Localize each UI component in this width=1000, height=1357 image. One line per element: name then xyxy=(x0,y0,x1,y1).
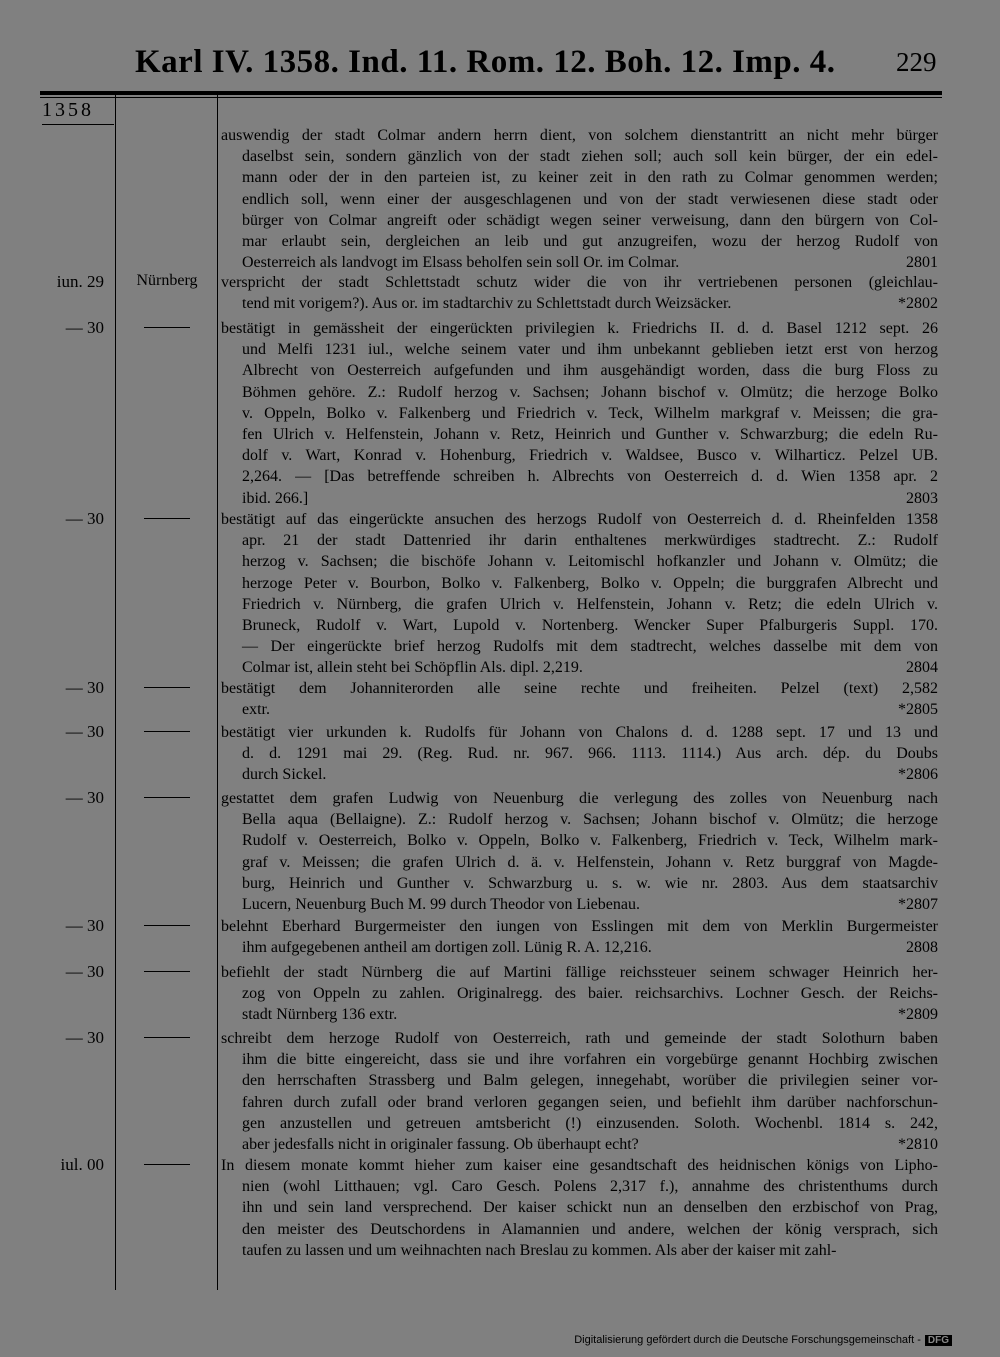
entry-date: iul. 00 xyxy=(60,1155,104,1174)
entry-date: — 30 xyxy=(65,916,104,935)
text-line xyxy=(221,573,938,594)
text-line-content: 2,264. — [Das betreffende schreiben h. Albrechts von Oesterreich d. d. Wien 1358 apr. 2 xyxy=(242,468,938,486)
entry-place xyxy=(118,788,216,806)
entry-text xyxy=(221,1028,938,1155)
entry-text xyxy=(221,1155,938,1261)
text-line-content: bestätigt in gemässheit der eingerückten privilegien k. Friedrichs II. d. d. Basel 1212 sept. 26 xyxy=(221,320,938,337)
entry-text xyxy=(221,916,938,958)
entry-date: — 30 xyxy=(65,788,104,807)
text-line-content: Rudolf v. Oesterreich, Bolko v. Oppeln, Bolko v. Falkenberg, Friedrich v. Teck, Wilhelm mark- xyxy=(242,832,938,850)
text-line-content: apr. 21 der stadt Dattenried ihr darin enthaltenes merkwürdiges stadtrecht. Z.: Rudolf xyxy=(242,532,938,550)
text-line-content: stadt Nürnberg 136 extr. xyxy=(242,1006,398,1024)
regest-number: *2807 xyxy=(898,896,938,914)
text-line-content: herzog v. Sachsen; die bischöfe Johann v. Leitomischl hofkanzler und Johann v. Olmütz; die xyxy=(242,553,938,571)
text-line xyxy=(221,509,938,530)
text-line-content: verspricht der stadt Schlettstadt schutz wider die von ihr vertriebenen personen (gleichlau- xyxy=(221,274,938,291)
text-line-content: befiehlt der stadt Nürnberg die auf Martini fällige reichssteuer seinem schwager Heinrich her- xyxy=(221,964,938,981)
text-line xyxy=(221,1028,938,1049)
text-line-content: auswendig der stadt Colmar andern herrn dient, von solchem dienstantritt an nicht mehr bürger xyxy=(221,127,938,144)
ditto-dash xyxy=(144,518,190,519)
text-line xyxy=(221,1070,938,1091)
text-line-content: Lucern, Neuenburg Buch M. 99 durch Theodor von Liebenau. xyxy=(242,896,640,914)
text-line xyxy=(221,615,938,636)
regest-number: *2809 xyxy=(898,1006,938,1024)
text-line-content: tend mit vorigem?). Aus or. im stadtarchiv zu Schlettstadt durch Weizsäcker. xyxy=(242,295,732,313)
text-line-content: ihm aufgegebenen antheil am dortigen zoll. Lünig R. A. 12,216. xyxy=(242,939,652,957)
text-line xyxy=(221,594,938,615)
text-line xyxy=(221,445,938,466)
regest-number: 2804 xyxy=(906,659,938,677)
footer-text: Digitalisierung gefördert durch die Deutsche Forschungsgemeinschaft - xyxy=(574,1334,921,1346)
entry-place xyxy=(118,1155,216,1173)
ditto-dash xyxy=(144,925,190,926)
text-line xyxy=(221,852,938,873)
text-line xyxy=(221,916,938,937)
text-line-content: belehnt Eberhard Burgermeister den iungen von Esslingen mit dem von Merklin Burgermeister xyxy=(221,918,938,935)
text-line-content: dolf v. Wart, Konrad v. Hohenburg, Friedrich v. Waldsee, Busco v. Wilharticz. Pelzel UB. xyxy=(242,447,938,465)
text-line-content: Friedrich v. Nürnberg, die grafen Ulrich v. Helfenstein, Johann v. Retz; die edeln Ulrich v. xyxy=(242,595,938,613)
text-line-content: gen anzustellen und getreuen amtsbericht (!) einzusenden. Soloth. Wochenbl. 1814 s. 242, xyxy=(242,1114,938,1132)
entry-text xyxy=(221,678,938,720)
entry-date: iun. 29 xyxy=(56,272,104,291)
text-line xyxy=(221,743,938,764)
text-line xyxy=(221,403,938,424)
text-line xyxy=(221,252,938,273)
ditto-dash xyxy=(144,731,190,732)
regest-number: *2810 xyxy=(898,1136,938,1154)
regest-number: *2802 xyxy=(898,295,938,313)
header-rule-thin xyxy=(40,97,942,98)
ditto-dash xyxy=(144,971,190,972)
entry-place xyxy=(118,722,216,740)
text-line-content: ibid. 266.] xyxy=(242,489,309,507)
text-line xyxy=(221,424,938,445)
text-line-content: fahren durch zufall oder brand verloren gegangen seien, und befiehlt ihm darüber nachforschun- xyxy=(242,1093,938,1111)
entry-place: Nürnberg xyxy=(136,272,198,289)
text-line xyxy=(221,937,938,958)
entry-date: — 30 xyxy=(65,318,104,337)
text-line-content: mann oder der in den parteien ist, zu keiner zeit in den rath zu Colmar genommen werden; xyxy=(242,169,938,187)
text-line xyxy=(221,1049,938,1070)
regest-number: 2801 xyxy=(906,254,938,272)
entry-date: — 30 xyxy=(65,962,104,981)
text-line-content: und Melfi 1231 iul., welche seinem vater und ihm unbekannt geblieben ietzt erst von herzog xyxy=(242,341,938,359)
text-line xyxy=(221,1219,938,1240)
ditto-dash xyxy=(144,797,190,798)
page-header xyxy=(0,44,1000,90)
text-line xyxy=(221,962,938,983)
entry-place xyxy=(118,509,216,527)
text-line-content: zog von Oppeln zu zahlen. Originalregg. des baier. reichsarchivs. Lochner Gesch. der Reichs- xyxy=(242,985,938,1003)
text-line-content: burg, Heinrich und Gunther v. Schwarzburg u. s. w. wie nr. 2803. Aus dem staatsarchiv xyxy=(242,874,938,892)
text-line-content: extr. xyxy=(242,701,270,719)
entry-text xyxy=(221,509,938,679)
text-line-content: Oesterreich als landvogt im Elsass beholfen sein soll Or. im Colmar. xyxy=(242,254,680,272)
text-line xyxy=(221,983,938,1004)
ditto-dash xyxy=(144,687,190,688)
text-line xyxy=(221,1197,938,1218)
text-line-content: Colmar ist, allein steht bei Schöpflin Als. dipl. 2,219. xyxy=(242,659,583,677)
text-line xyxy=(221,1155,938,1176)
text-line-content: herzoge Peter v. Bourbon, Bolko v. Falkenberg, Bolko v. Oppeln; die burggrafen Albrecht und xyxy=(242,574,938,592)
entry-date: — 30 xyxy=(65,509,104,528)
text-line xyxy=(221,1092,938,1113)
text-line xyxy=(221,382,938,403)
text-line xyxy=(221,1134,938,1155)
entry-date: — 30 xyxy=(65,678,104,697)
column-divider-date xyxy=(115,95,116,1290)
text-line-content: mar erlaubt sein, dergleichen an leib und gut anzugreifen, wozu der herzog Rudolf von xyxy=(242,233,938,251)
text-line-content: graf v. Meissen; die grafen Ulrich d. ä. v. Helfenstein, Johann v. Retz burggraf von Magde- xyxy=(242,853,938,871)
text-line-content: Albrecht von Oesterreich aufgefunden und ihm ausgehändigt worden, dass die burg Floss zu xyxy=(242,362,938,380)
text-line-content: den herrschaften Strassberg und Balm gelegen, innegehabt, worüber die privilegien seiner vor- xyxy=(242,1072,938,1090)
text-line-content: bürger von Colmar angreift oder schädigt wegen seiner verweisung, dann den bürgern von Col- xyxy=(242,211,938,229)
text-line xyxy=(221,788,938,809)
entry-text xyxy=(221,962,938,1026)
text-line xyxy=(221,551,938,572)
text-line-content: durch Sickel. xyxy=(242,766,327,784)
entry-date: — 30 xyxy=(65,1028,104,1047)
header-rule xyxy=(40,91,942,95)
text-line-content: fen Ulrich v. Helfenstein, Johann v. Retz, Heinrich und Gunther v. Schwarzburg; die edeln Ru- xyxy=(242,426,938,444)
text-line xyxy=(221,1240,938,1261)
text-line-content: ihn und sein land versprechend. Der kaiser schickt nun an denselben den erzbischof von Prag, xyxy=(242,1199,938,1217)
text-line xyxy=(221,657,938,678)
text-line-content: v. Oppeln, Bolko v. Falkenberg und Friedrich v. Teck, Wilhelm markgraf v. Meissen; die gra- xyxy=(242,404,938,422)
ditto-dash xyxy=(144,1037,190,1038)
entry-place xyxy=(118,1028,216,1046)
ditto-dash xyxy=(144,327,190,328)
entry-text xyxy=(221,125,938,273)
text-line-content: schreibt dem herzoge Rudolf von Oesterreich, rath und gemeinde der stadt Solothurn baben xyxy=(221,1030,938,1047)
text-line xyxy=(221,466,938,487)
ditto-dash xyxy=(144,1164,190,1165)
entry-place xyxy=(118,962,216,980)
text-line xyxy=(221,809,938,830)
text-line xyxy=(221,1113,938,1134)
regest-number: *2806 xyxy=(898,766,938,784)
text-line xyxy=(221,318,938,339)
text-line xyxy=(221,722,938,743)
text-line-content: den meister des Deutschordens in Alamannien und andere, welchen der könig versprach, sich xyxy=(242,1220,938,1238)
column-divider-place xyxy=(217,95,218,1290)
text-line xyxy=(221,125,938,146)
text-line-content: Böhmen gehöre. Z.: Rudolf herzog v. Sachsen; Johann bischof v. Olmütz; die herzoge Bolko xyxy=(242,383,938,401)
text-line-content: — Der eingerückte brief herzog Rudolfs mit dem stadtrecht, welches dasselbe mit dem von xyxy=(242,638,938,656)
entry-text xyxy=(221,318,938,509)
text-line xyxy=(221,146,938,167)
page-number: 229 xyxy=(896,47,937,77)
text-line xyxy=(221,636,938,657)
text-line xyxy=(221,699,938,720)
text-line xyxy=(221,210,938,231)
text-line xyxy=(221,488,938,509)
text-line xyxy=(221,167,938,188)
text-line-content: aber jedesfalls nicht in originaler fassung. Ob überhaupt echt? xyxy=(242,1136,639,1154)
year-heading: 1358 xyxy=(42,99,94,121)
text-line xyxy=(221,272,938,293)
text-line xyxy=(221,360,938,381)
text-line xyxy=(221,231,938,252)
entry-date: — 30 xyxy=(65,722,104,741)
text-line xyxy=(221,894,938,915)
text-line-content: In diesem monate kommt hieher zum kaiser eine gesandtschaft des heidnischen königs von Lipho- xyxy=(221,1157,938,1174)
entry-place xyxy=(118,318,216,336)
text-line xyxy=(221,293,938,314)
text-line xyxy=(221,764,938,785)
text-line-content: ihm die bitte eingereicht, dass sie und ihre vorfahren ein vorgebürge genannt Hochbirg zwischen xyxy=(242,1051,938,1069)
text-line-content: bestätigt auf das eingerückte ansuchen des herzogs Rudolf von Oesterreich d. d. Rheinfelden 1358 xyxy=(221,511,938,528)
text-line xyxy=(221,189,938,210)
regest-number: 2808 xyxy=(906,939,938,957)
text-line-content: endlich soll, wenn einer der ausgeschlagenen und von der stadt verwiesenen diese stadt oder xyxy=(242,190,938,208)
text-line xyxy=(221,678,938,699)
regest-number: 2803 xyxy=(906,489,938,507)
entry-text xyxy=(221,272,938,314)
text-line-content: nien (wohl Litthauen; vgl. Caro Gesch. Polens 2,317 f.), annahme des christenthums durch xyxy=(242,1178,938,1196)
text-line-content: taufen zu lassen und um weihnachten nach Breslau zu kommen. Als aber der kaiser mit zahl- xyxy=(242,1241,837,1259)
funding-footer xyxy=(574,1334,952,1346)
text-line xyxy=(221,873,938,894)
entry-place xyxy=(118,678,216,696)
text-line-content: bestätigt vier urkunden k. Rudolfs für Johann von Chalons d. d. 1288 sept. 17 und 13 und xyxy=(221,724,938,741)
text-line-content: d. d. 1291 mai 29. (Reg. Rud. nr. 967. 966. 1113. 1114.) Aus arch. dép. du Doubs xyxy=(242,745,938,763)
text-line xyxy=(221,530,938,551)
text-line xyxy=(221,1176,938,1197)
entry-text xyxy=(221,788,938,915)
text-line-content: Bruneck, Rudolf v. Wart, Lupold v. Nortenberg. Wencker Super Pfalburgeris Suppl. 170. xyxy=(242,617,938,635)
text-line xyxy=(221,830,938,851)
entry-place xyxy=(118,916,216,934)
text-line-content: daselbst sein, sondern gänzlich von der stadt ziehen soll; auch soll kein bürger, der ein edel- xyxy=(242,148,938,166)
regest-number: *2805 xyxy=(898,701,938,719)
text-line xyxy=(221,1004,938,1025)
entry-text xyxy=(221,722,938,786)
text-line-content: Bella aqua (Bellaigne). Z.: Rudolf herzog v. Sachsen; Johann bischof v. Olmütz; die herzoge xyxy=(242,811,938,829)
dfg-logo: DFG xyxy=(925,1335,952,1346)
text-line-content: bestätigt dem Johanniterorden alle seine rechte und freiheiten. Pelzel (text) 2,582 xyxy=(221,680,938,697)
year-rule xyxy=(42,124,114,125)
text-line xyxy=(221,339,938,360)
text-line-content: gestattet dem grafen Ludwig von Neuenburg die verlegung des zolles von Neuenburg nach xyxy=(221,790,938,807)
running-title: Karl IV. 1358. Ind. 11. Rom. 12. Boh. 12. Imp. 4. xyxy=(135,44,836,80)
